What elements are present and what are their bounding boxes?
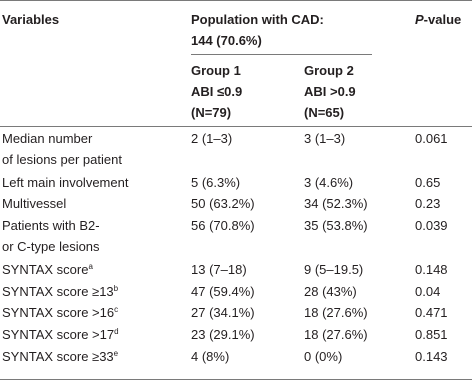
cell-p-value: 0.23 [415,196,441,211]
cell-p-value: 0.061 [415,131,448,146]
row-label [2,128,122,170]
group1-criterion: ABI ≤0.9 [191,84,243,99]
row-label [2,281,118,302]
footnote-marker: e [113,349,119,358]
table-top-rule [0,0,472,1]
row-label [2,324,119,345]
footnote-marker: b [113,284,119,293]
cell-p-value: 0.471 [415,305,448,320]
row-label-line1: Median number [2,131,93,146]
cell-p-value: 0.04 [415,284,441,299]
row-label-text: SYNTAX score ≥13 [2,284,114,299]
row-label: Multivessel [2,196,67,211]
cell-group1: 23 (29.1%) [191,327,255,342]
row-label-text: SYNTAX score >17 [2,327,115,342]
header-bottom-rule [0,126,472,127]
row-label [2,302,118,323]
footnote-marker: d [114,327,119,336]
cell-p-value: 0.143 [415,349,448,364]
cell-p-value: 0.65 [415,175,441,190]
footnote-marker: a [88,262,93,271]
cell-group1: 56 (70.8%) [191,218,255,233]
cell-group2: 34 (52.3%) [304,196,368,211]
header-population [191,9,324,51]
header-p-value [415,9,461,30]
row-label-text: SYNTAX score >16 [2,305,115,320]
group1-name: Group 1 [191,63,241,78]
row-label-text: SYNTAX score [2,262,89,277]
footnote-marker: c [114,305,119,314]
group1-n: (N=79) [191,105,232,120]
row-label [2,215,100,257]
cell-group1: 27 (34.1%) [191,305,255,320]
group-header-rule [191,54,372,55]
cell-group2: 3 (4.6%) [304,175,354,190]
cell-group2: 35 (53.8%) [304,218,368,233]
cell-p-value: 0.039 [415,218,448,233]
cell-group1: 2 (1–3) [191,131,233,146]
cell-group1: 50 (63.2%) [191,196,255,211]
cell-group2: 0 (0%) [304,349,343,364]
header-p-letter: P [415,12,424,27]
header-p-suffix: -value [423,12,462,27]
cell-group1: 13 (7–18) [191,262,247,277]
cell-group1: 5 (6.3%) [191,175,241,190]
row-label-line1: Patients with B2- [2,218,100,233]
header-group2 [304,60,356,123]
row-label-text: SYNTAX score ≥33 [2,349,114,364]
row-label-line2: of lesions per patient [2,152,122,167]
cell-group2: 9 (5–19.5) [304,262,364,277]
group2-criterion: ABI >0.9 [304,84,356,99]
header-group1 [191,60,242,123]
cell-group1: 4 (8%) [191,349,230,364]
header-variables: Variables [2,12,60,27]
row-label-line2: or C-type lesions [2,239,100,254]
cell-group2: 3 (1–3) [304,131,346,146]
row-label: Left main involvement [2,175,129,190]
group2-name: Group 2 [304,63,354,78]
row-label [2,346,118,367]
cell-group2: 28 (43%) [304,284,357,299]
row-label [2,259,93,280]
cell-group2: 18 (27.6%) [304,305,368,320]
cell-p-value: 0.851 [415,327,448,342]
header-population-line1: Population with CAD: [191,12,324,27]
group2-n: (N=65) [304,105,345,120]
cell-group1: 47 (59.4%) [191,284,255,299]
header-population-line2: 144 (70.6%) [191,33,262,48]
cell-group2: 18 (27.6%) [304,327,368,342]
cell-p-value: 0.148 [415,262,448,277]
